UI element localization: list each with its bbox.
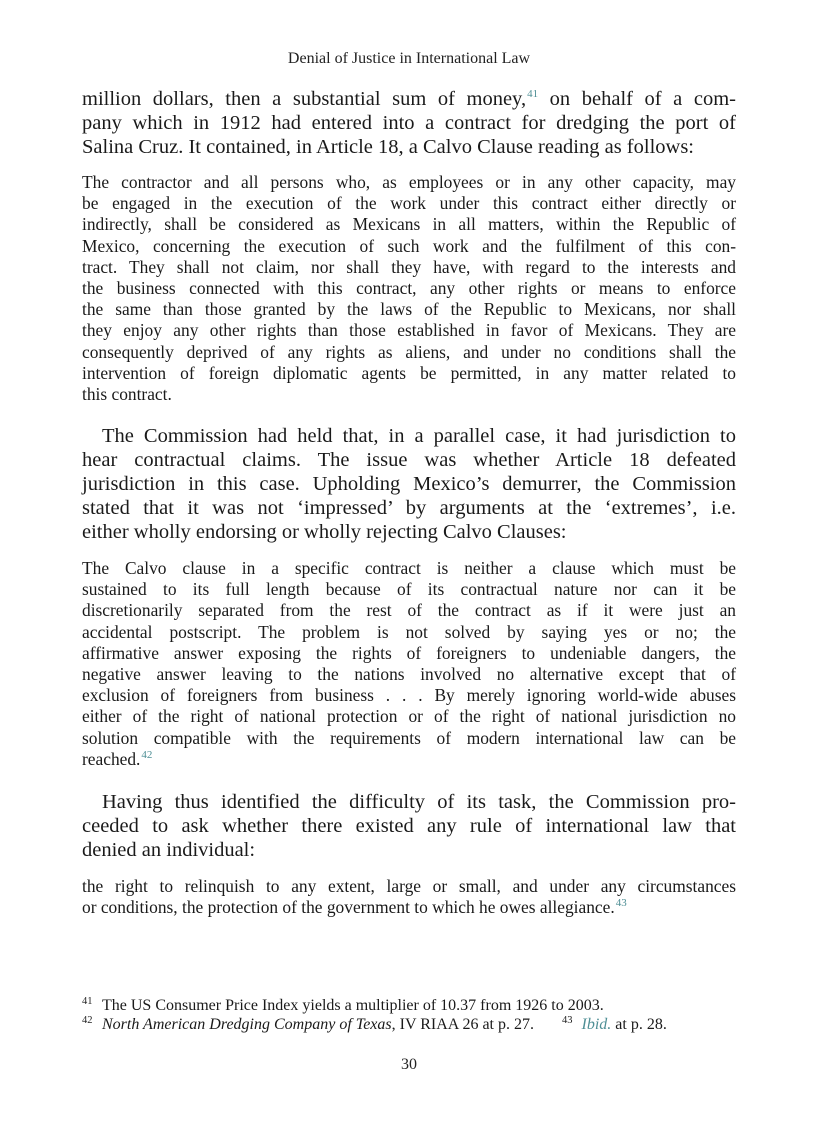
text-line: consequently deprived of any rights as aliens, and under no conditions shall the — [82, 341, 736, 362]
footnote-row-42-43 — [82, 1015, 736, 1034]
footnotes-section — [82, 996, 736, 1034]
text-line: hear contractual claims. The issue was whether Article 18 defeated — [82, 449, 736, 471]
text-line: be engaged in the execution of the work under this contract either directly or — [82, 193, 736, 214]
text-line: the same than those granted by the laws of the Republic to Mexicans, nor shall — [82, 299, 736, 320]
text-line: either of the right of national protection or of the right of national jurisdiction no — [82, 706, 736, 727]
footnote-ref-43[interactable]: 43 — [615, 897, 627, 910]
text-line: denied an individual: — [82, 839, 256, 861]
text-line: exclusion of foreigners from business . . . By merely ignoring world-wide abuses — [82, 685, 736, 706]
text-line: accidental postscript. The problem is not solved by saying yes or no; the — [82, 621, 736, 642]
text-line: ceeded to ask whether there existed any rule of international law that — [82, 815, 736, 837]
body-paragraph-2 — [82, 424, 736, 544]
text-line: Having thus identified the difficulty of its task, the Commission pro- — [102, 791, 736, 813]
footnote-ref-41[interactable]: 41 — [527, 88, 539, 101]
body-paragraph-3 — [82, 790, 736, 862]
text-line: Salina Cruz. It contained, in Article 18, a Calvo Clause reading as follows: — [82, 136, 695, 158]
footnote-text: at p. 28. — [611, 1016, 667, 1033]
text-line — [82, 87, 736, 111]
text-line: discretionarily separated from the rest of the contract as if it were just an — [82, 600, 736, 621]
text-line: affirmative answer exposing the rights of foreigners to undeniable dangers, the — [82, 642, 736, 663]
page-number: 30 — [401, 1056, 417, 1073]
running-header-title: Denial of Justice in International Law — [287, 50, 531, 67]
text-line: The Commission had held that, in a parallel case, it had jurisdiction to — [102, 425, 736, 447]
text-line: they enjoy any other rights than those established in favor of Mexicans. They are — [82, 320, 736, 341]
text-line: jurisdiction in this case. Upholding Mexico’s demurrer, the Commission — [82, 473, 736, 495]
text-line — [82, 897, 736, 918]
text-fragment: or conditions, the protection of the government to which he owes allegiance. — [82, 897, 615, 918]
text-line: The Calvo clause in a specific contract is neither a clause which must be — [82, 558, 736, 578]
case-name: North American Dredging Company of Texas — [102, 1016, 392, 1033]
text-line: intervention of foreign diplomatic agents be permitted, in any matter related to — [82, 362, 736, 383]
text-line: tract. They shall not claim, nor shall they have, with regard to the interests and — [82, 256, 736, 277]
text-line: the right to relinquish to any extent, large or small, and under any circumstances — [82, 876, 736, 896]
text-fragment: million dollars, then a substantial sum of money, — [82, 88, 527, 110]
text-line: sustained to its full length because of its contractual nature nor can it be — [82, 579, 736, 600]
text-line: Mexico, concerning the execution of such work and the fulfilment of this con- — [82, 235, 736, 256]
body-paragraph-1 — [82, 87, 736, 159]
footnote-43: 43 Ibid. at p. 28. — [562, 1014, 667, 1033]
text-line: the business connected with this contract, any other rights or means to enforce — [82, 278, 736, 299]
text-fragment: on behalf of a com- — [538, 88, 736, 110]
text-line: pany which in 1912 had entered into a contract for dredging the port of — [82, 112, 736, 134]
text-line: negative answer leaving to the nations involved no alternative except that of — [82, 664, 736, 685]
block-quote-commission-holding — [82, 558, 736, 770]
text-fragment: reached. — [82, 748, 141, 769]
text-line — [82, 749, 736, 770]
footnote-41: 41 The US Consumer Price Index yields a multiplier of 10.37 from 1926 to 2003. — [82, 995, 604, 1014]
footnote-text: The US Consumer Price Index yields a multiplier of 10.37 from 1926 to 2003. — [102, 997, 604, 1014]
text-line: either wholly endorsing or wholly rejecting Calvo Clauses: — [82, 521, 567, 543]
text-line: The contractor and all persons who, as employees or in any other capacity, may — [82, 172, 736, 192]
footnote-text: , IV RIAA 26 at p. 27. — [391, 1016, 534, 1033]
footnote-ref-42[interactable]: 42 — [141, 749, 153, 762]
text-line: solution compatible with the requirements of modern international law can be — [82, 727, 736, 748]
footnote-42: 42 North American Dredging Company of Texas, IV RIAA 26 at p. 27. — [82, 1014, 534, 1033]
text-line: indirectly, shall be considered as Mexicans in all matters, within the Republic of — [82, 214, 736, 235]
block-quote-calvo-clause — [82, 172, 736, 405]
ibid-link[interactable]: Ibid. — [581, 1016, 612, 1033]
block-quote-relinquish-right — [82, 876, 736, 918]
text-line: stated that it was not ‘impressed’ by arguments at the ‘extremes’, i.e. — [82, 497, 736, 519]
text-line: this contract. — [82, 384, 172, 405]
